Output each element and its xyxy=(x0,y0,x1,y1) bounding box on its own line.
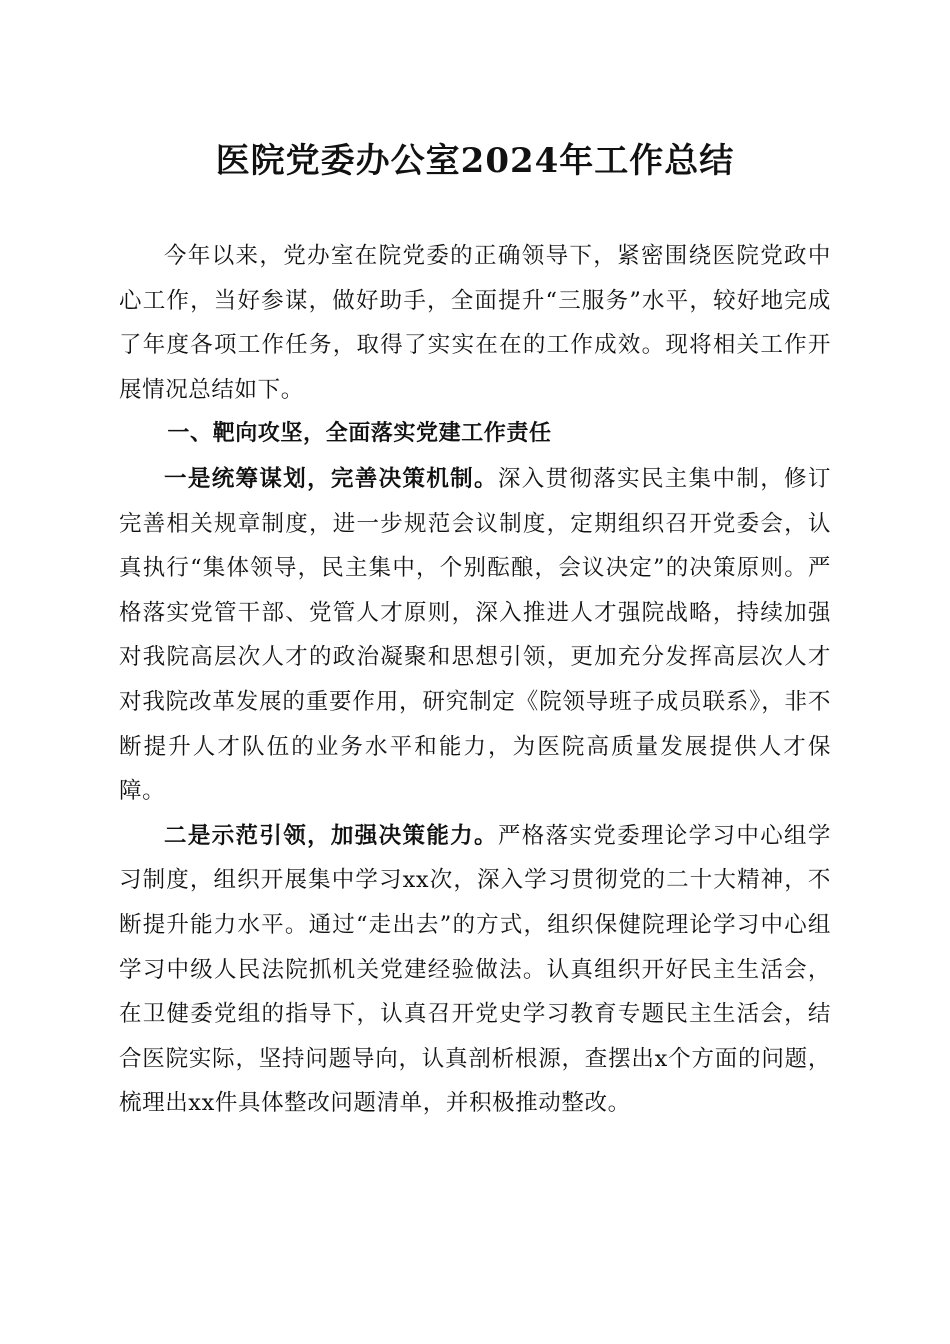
paragraph-text: 深入贯彻落实民主集中制，修订完善相关规章制度，进一步规范会议制度，定期组织召开党委会，认真执行“集体领导，民主集中，个别酝酿，会议决定”的决策原则。严格落实党管干部、党管人才原则，深入推进人才强院战略，持续加强对我院高层次人才的政治凝聚和思想引领，更加充分发挥高层次人才对我院改革发展的重要作用，研究制定《院领导班子成员联系》，非不断提升人才队伍的业务水平和能力，为医院高质量发展提供人才保障。 xyxy=(119,465,831,805)
section-heading: 一、靶向攻坚，全面落实党建工作责任 xyxy=(167,421,552,447)
document-title: 医院党委办公室2024年工作总结 xyxy=(215,141,735,181)
paragraph-lead: 二是示范引领，加强决策能力。 xyxy=(164,822,498,849)
section-paragraph-2 xyxy=(119,814,831,1126)
paragraph-text: 严格落实党委理论学习中心组学习制度，组织开展集中学习xx次，深入学习贯彻党的二十大精神，不断提升能力水平。通过“走出去”的方式，组织保健院理论学习中心组学习中级人民法院抓机关党建经验做法。认真组织开好民主生活会，在卫健委党组的指导下，认真召开党史学习教育专题民主生活会，结合医院实际，坚持问题导向，认真剖析根源，查摆出x个方面的问题，梳理出xx件具体整改问题清单，并积极推动整改。 xyxy=(119,822,831,1117)
intro-paragraph: 今年以来，党办室在院党委的正确领导下，紧密围绕医院党政中心工作，当好参谋，做好助手，全面提升“三服务”水平，较好地完成了年度各项工作任务，取得了实实在在的工作成效。现将相关工作开展情况总结如下。 xyxy=(119,243,831,403)
document-body xyxy=(119,234,831,1126)
section-paragraph-1 xyxy=(119,457,831,814)
paragraph-lead: 一是统筹谋划，完善决策机制。 xyxy=(164,465,498,492)
